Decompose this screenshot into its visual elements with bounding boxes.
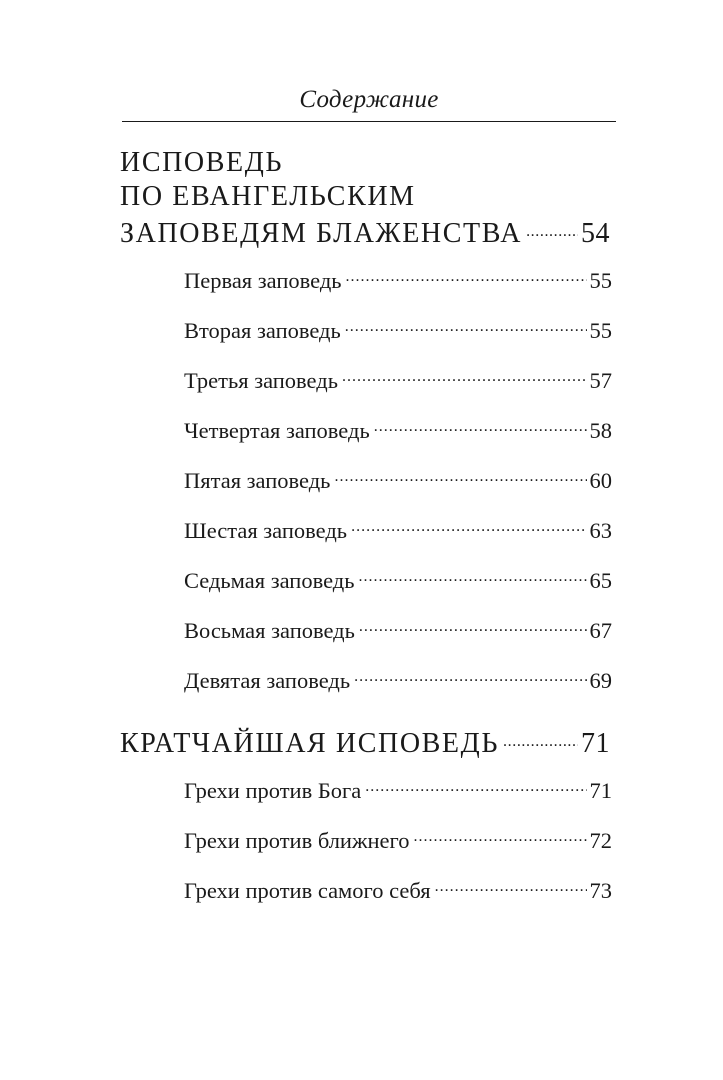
dot-leader <box>435 875 587 898</box>
toc-page-number: 54 <box>581 218 610 249</box>
dot-leader <box>359 615 587 638</box>
header-rule <box>122 121 616 122</box>
toc-entry-label: Седьмая заповедь <box>184 567 355 593</box>
toc-page-number: 55 <box>589 317 612 343</box>
toc-entry-label: Грехи против самого себя <box>184 877 431 903</box>
dot-leader <box>413 825 586 848</box>
toc-entry-label: Девятая заповедь <box>184 667 351 693</box>
toc-entry[interactable] <box>184 615 612 644</box>
toc-entry-label: Четвертая заповедь <box>184 417 370 443</box>
toc-page-number: 73 <box>589 877 612 903</box>
toc-page-number: 72 <box>589 827 612 853</box>
dot-leader <box>359 565 587 588</box>
toc-entry-label: Восьмая заповедь <box>184 617 355 643</box>
section-title-line: ИСПОВЕДЬ <box>120 147 284 178</box>
toc-entry[interactable] <box>184 875 612 904</box>
toc-main-entry-beatitudes[interactable] <box>120 214 610 250</box>
toc-entry-label: Грехи против Бога <box>184 777 362 803</box>
toc-entry[interactable] <box>184 465 612 494</box>
toc-page-number: 60 <box>589 467 612 493</box>
dot-leader <box>346 265 587 288</box>
toc-main-entry-shortest-confession[interactable] <box>120 724 610 760</box>
dot-leader <box>334 465 586 488</box>
toc-entry[interactable] <box>184 265 612 294</box>
toc-entry[interactable] <box>184 315 612 344</box>
toc-page-number: 69 <box>589 667 612 693</box>
toc-entry-label: Третья заповедь <box>184 367 338 393</box>
toc-entry-label: Грехи против ближнего <box>184 827 410 853</box>
toc-page-number: 71 <box>581 728 610 759</box>
toc-entry[interactable] <box>184 775 612 804</box>
toc-page-number: 65 <box>589 567 612 593</box>
toc-entry-label: Пятая заповедь <box>184 467 331 493</box>
toc-page-number: 71 <box>589 777 612 803</box>
toc-entry[interactable] <box>184 565 612 594</box>
dot-leader <box>345 315 587 338</box>
toc-entry-label: Первая заповедь <box>184 267 342 293</box>
toc-entry-label: Вторая заповедь <box>184 317 341 343</box>
toc-page-number: 67 <box>589 617 612 643</box>
dot-leader <box>354 665 586 688</box>
dot-leader <box>351 515 586 538</box>
section-title-line: ПО ЕВАНГЕЛЬСКИМ <box>120 181 416 212</box>
toc-entry-label: Шестая заповедь <box>184 517 348 543</box>
dot-leader <box>342 365 587 388</box>
toc-page-number: 57 <box>589 367 612 393</box>
dot-leader <box>374 415 587 438</box>
toc-entry[interactable] <box>184 415 612 444</box>
toc-page-number: 63 <box>589 517 612 543</box>
toc-entry[interactable] <box>184 515 612 544</box>
toc-entry[interactable] <box>184 825 612 854</box>
running-head: Содержание <box>299 86 439 113</box>
toc-entry-label: ЗАПОВЕДЯМ БЛАЖЕНСТВА <box>120 218 523 249</box>
dot-leader <box>365 775 586 798</box>
toc-entry[interactable] <box>184 665 612 694</box>
toc-page-number: 58 <box>589 417 612 443</box>
dot-leader <box>526 214 578 242</box>
toc-entry-label: КРАТЧАЙШАЯ ИСПОВЕДЬ <box>120 728 500 759</box>
section-title-confession-beatitudes <box>120 146 416 214</box>
toc-page-number: 55 <box>589 267 612 293</box>
toc-entry[interactable] <box>184 365 612 394</box>
dot-leader <box>503 724 578 752</box>
